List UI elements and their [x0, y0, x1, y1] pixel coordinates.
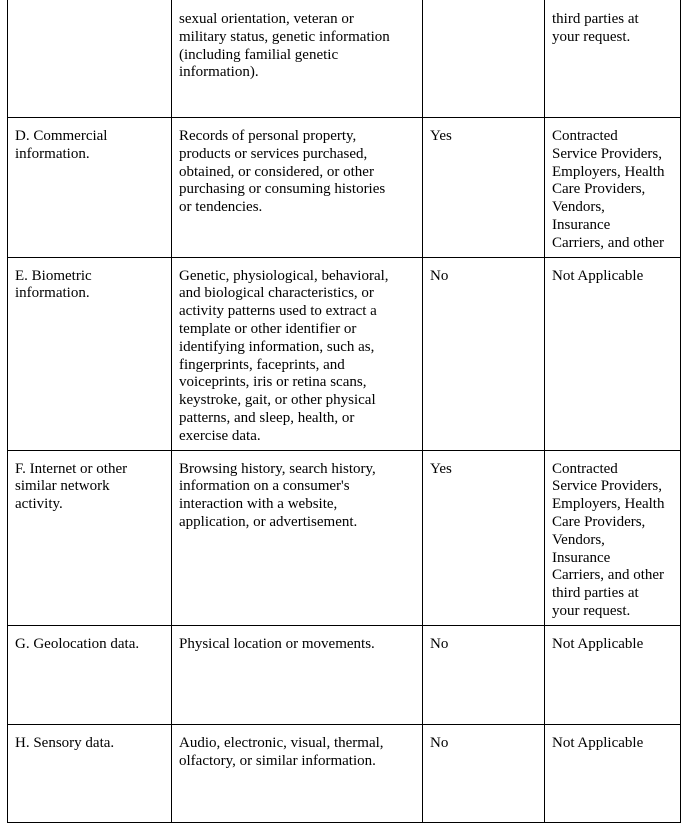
disclosed-to-text: third parties at your request. [552, 11, 639, 45]
category-cell [8, 724, 172, 822]
examples-text: Genetic, physiological, behavioral, and biological characteristics, or activity patterns used to extract a template or other identifier or identifying information, such as, fingerprints, faceprints, and voiceprints, iris or retina scans, keystroke, gait, or other physical patterns, and sleep, health, or exercise data. [179, 267, 389, 444]
examples-text: Audio, electronic, visual, thermal, olfactory, or similar information. [179, 734, 384, 769]
disclosed-to-text: Not Applicable [552, 267, 644, 284]
disclosed-to-cell [545, 0, 681, 118]
collected-text: Yes [430, 460, 452, 477]
category-text: G. Geolocation data. [15, 635, 140, 652]
category-text: F. Internet or other similar network activity. [15, 460, 128, 513]
examples-cell [172, 625, 423, 724]
collected-cell [423, 450, 545, 625]
table-row [8, 724, 681, 822]
category-cell [8, 118, 172, 258]
collected-cell [423, 118, 545, 258]
collected-cell [423, 724, 545, 822]
collected-text: No [430, 635, 449, 652]
disclosed-to-text: Contracted Service Providers, Employers, Health Care Providers, Vendors, Insurance Carriers, and other [552, 128, 665, 251]
table-row [8, 118, 681, 258]
examples-cell [172, 724, 423, 822]
examples-text: Browsing history, search history, information on a consumer's interaction with a website, application, or advertisement. [179, 460, 376, 530]
collected-text: No [430, 734, 449, 751]
disclosed-to-cell [545, 118, 681, 258]
examples-cell [172, 450, 423, 625]
category-cell [8, 0, 172, 118]
category-cell [8, 257, 172, 450]
collected-cell [423, 625, 545, 724]
collected-text: Yes [430, 128, 452, 144]
examples-cell [172, 118, 423, 258]
disclosed-to-cell [545, 450, 681, 625]
personal-information-table [7, 0, 681, 823]
examples-cell [172, 257, 423, 450]
disclosed-to-text: Not Applicable [552, 635, 644, 652]
table-row [8, 625, 681, 724]
collected-text: No [430, 267, 449, 284]
collected-cell [423, 257, 545, 450]
examples-text: Records of personal property, products or services purchased, obtained, or considered, or other purchasing or consuming histories or tendencies. [179, 128, 386, 216]
category-cell [8, 450, 172, 625]
table-row [8, 257, 681, 450]
category-text: H. Sensory data. [15, 734, 115, 751]
table-row [8, 0, 681, 118]
category-text: D. Commercial information. [15, 128, 108, 162]
collected-cell [423, 0, 545, 118]
disclosed-to-cell [545, 257, 681, 450]
category-cell [8, 625, 172, 724]
examples-cell [172, 0, 423, 118]
disclosed-to-text: Not Applicable [552, 734, 644, 751]
disclosed-to-text: Contracted Service Providers, Employers, Health Care Providers, Vendors, Insurance Carriers, and other third parties at your request. [552, 460, 665, 619]
disclosed-to-cell [545, 724, 681, 822]
category-text: E. Biometric information. [15, 267, 92, 302]
examples-text: Physical location or movements. [179, 635, 375, 652]
examples-text: sexual orientation, veteran or military status, genetic information (including familial genetic information). [179, 11, 390, 81]
table-row [8, 450, 681, 625]
disclosed-to-cell [545, 625, 681, 724]
